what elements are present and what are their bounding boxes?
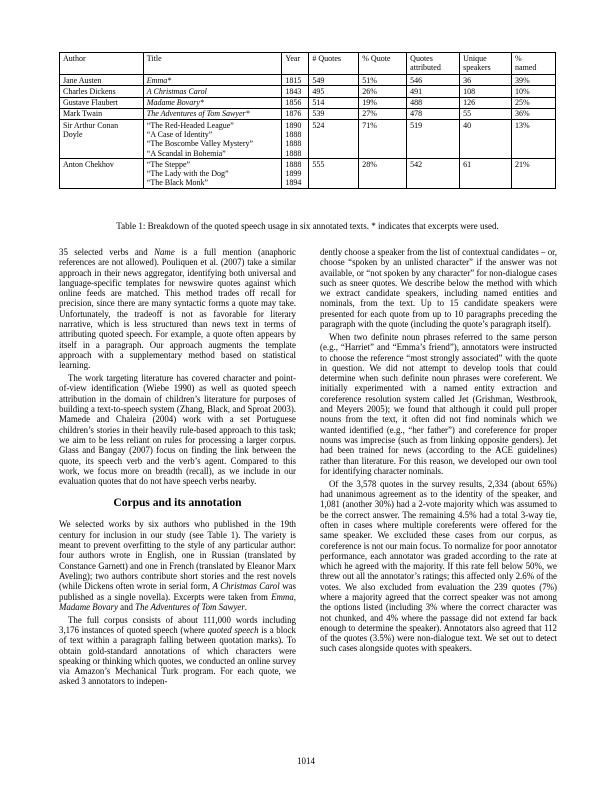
cell-pct-named: 25%	[512, 97, 556, 108]
right-column	[320, 247, 557, 656]
cell-title: The Adventures of Tom Sawyer*	[143, 108, 282, 119]
header-pct-named: % named	[512, 53, 556, 75]
cell-unique-speakers: 108	[460, 86, 512, 97]
cell-quotes-attributed: 478	[407, 108, 460, 119]
cell-num-quotes: 495	[309, 86, 359, 97]
cell-year: 1815	[282, 75, 309, 86]
cell-pct-named: 13%	[512, 120, 556, 159]
annotation-paragraph-2: When two definite noun phrases referred to the same person (e.g., “Harriet” and “Emma’s friend”), annotators were instructed to choose the reference “most strongly associated” with the quote in question. We did not attempt to develop tools that could determine when such definite noun phrases were coreferent. We initially experimented with a named entity extraction and coreference resolution system called Jet (Grishman, Westbrook, and Meyers 2005); we found that although it could pull proper nouns from the text, it often did not find nominals which we wanted identified (e.g., “her father”) and coreference for proper nouns was imprecise (such as from linking opposite genders). Jet had been trained for news (according to the ACE guidelines) rather than literature. For this reason, we developed our own tool for identifying character nominals.	[320, 331, 557, 476]
header-author: Author	[60, 53, 144, 75]
cell-num-quotes: 555	[309, 159, 359, 189]
table-row	[60, 75, 556, 86]
cell-quotes-attributed: 546	[407, 75, 460, 86]
header-quotes-attributed: Quotes attributed	[407, 53, 460, 75]
cell-quotes-attributed: 542	[407, 159, 460, 189]
cell-pct-named: 21%	[512, 159, 556, 189]
cell-unique-speakers: 55	[460, 108, 512, 119]
cell-pct-quote: 51%	[359, 75, 407, 86]
cell-pct-quote: 26%	[359, 86, 407, 97]
table-caption: Table 1: Breakdown of the quoted speech usage in six annotated texts. * indicates that excerpts were used.	[116, 221, 499, 231]
cell-unique-speakers: 40	[460, 120, 512, 159]
cell-quotes-attributed: 519	[407, 120, 460, 159]
annotation-paragraph-3: Of the 3,578 quotes in the survey results, 2,334 (about 65%) had unanimous agreement as to the identity of the speaker, and 1,081 (another 30%) had a 2-vote majority which was assumed to be the correct answer. The remaining 4.5% had a total 3-way tie, often in cases where multiple coreferents were offered for the same speaker. We excluded these cases from our corpus, as coreference is not our main focus. To normalize for poor annotator performance, each annotator was graded according to the rate at which he agreed with the majority. If this rate fell below 50%, we threw out all the annotator’s ratings; this affected only 2.6% of the votes. We also excluded from evaluation the 239 quotes (7%) where a majority agreed that the correct speaker was not among the options listed (including 3% where the correct character was not chunked, and 4% where the passage did not extend far back enough to determine the speaker). Annotators also agreed that 112 of the quotes (3.5%) were non-dialogue text. We set out to detect such cases alongside quotes with speakers.	[320, 478, 557, 654]
cell-quotes-attributed: 488	[407, 97, 460, 108]
section-heading: Corpus and its annotation	[113, 497, 242, 510]
header-unique-speakers: Unique speakers	[460, 53, 512, 75]
cell-year: 1888 1899 1894	[282, 159, 309, 189]
header-year: Year	[282, 53, 309, 75]
cell-unique-speakers: 61	[460, 159, 512, 189]
cell-title: “The Red-Headed League” “A Case of Identity” “The Boscombe Valley Mystery” “A Scandal in Bohemia”	[143, 120, 282, 159]
corpus-paragraph-2: The full corpus consists of about 111,000 words including 3,176 instances of quoted speech (where quoted speech is a block of text within a paragraph falling between quotation marks). To obtain gold-standard annotations of which characters were speaking or thinking which quotes, we conducted an online survey via Amazon’s Mechanical Turk program. For each quote, we asked 3 annotators to indepen-	[59, 614, 296, 687]
table-row	[60, 159, 556, 189]
quote-breakdown-table	[59, 52, 556, 189]
table-row	[60, 120, 556, 159]
table-row	[60, 108, 556, 119]
related-work-paragraph-1: 35 selected verbs and Name is a full mention (anaphoric references are not allowed). Pouliquen et al. (2007) take a similar approach in their news aggregator, identifying both universal and language-specific templates for newswire quotes against which online feeds are matched. This method trades off recall for precision, since there are many syntactic forms a quote may take. Unfortunately, the tradeoff is not as favorable for literary narrative, which is less structured than news text in terms of attributing quoted speech. For example, a quote often appears by itself in a paragraph. Our approach augments the template approach with a supplementary method based on statistical learning.	[59, 247, 296, 371]
header-pct-quote: % Quote	[359, 53, 407, 75]
cell-pct-quote: 19%	[359, 97, 407, 108]
cell-num-quotes: 539	[309, 108, 359, 119]
header-num-quotes: # Quotes	[309, 53, 359, 75]
cell-year: 1856	[282, 97, 309, 108]
corpus-paragraph-1: We selected works by six authors who published in the 19th century for inclusion in our study (see Table 1). The variety is meant to prevent overfitting to the style of any particular author: four authors wrote in English, one in Russian (translated by Constance Garnett) and one in French (translated by Eleanor Marx Aveling); two authors contribute short stories and the rest novels (while Dickens often wrote in serial form, A Christmas Carol was published as a single novella). Excerpts were taken from Emma, Madame Bovary and The Adventures of Tom Sawyer.	[59, 519, 296, 612]
cell-pct-named: 36%	[512, 108, 556, 119]
header-title: Title	[143, 53, 282, 75]
cell-pct-quote: 28%	[359, 159, 407, 189]
cell-pct-quote: 27%	[359, 108, 407, 119]
cell-title: Emma*	[143, 75, 282, 86]
cell-pct-named: 10%	[512, 86, 556, 97]
cell-num-quotes: 549	[309, 75, 359, 86]
left-column	[59, 247, 296, 689]
cell-num-quotes: 524	[309, 120, 359, 159]
cell-author: Sir Arthur Conan Doyle	[60, 120, 144, 159]
annotation-paragraph-1: dently choose a speaker from the list of contextual candidates – or, choose “spoken by an unlisted character” if the answer was not available, or “not spoken by any character” for non-dialogue cases such as sneer quotes. We describe below the method with which we extract candidate speakers, including named entities and nominals, from the text. Up to 15 candidate speakers were presented for each quote from up to 10 paragraphs preceding the paragraph with the quote (including the quote’s paragraph itself).	[320, 247, 557, 330]
cell-pct-named: 39%	[512, 75, 556, 86]
table-body	[60, 75, 556, 189]
cell-title: A Christmas Carol	[143, 86, 282, 97]
cell-title: “The Steppe” “The Lady with the Dog” “The Black Monk”	[143, 159, 282, 189]
cell-quotes-attributed: 491	[407, 86, 460, 97]
cell-unique-speakers: 126	[460, 97, 512, 108]
related-work-paragraph-2: The work targeting literature has covered character and point-of-view identification (Wiebe 1990) as well as quoted speech attribution in the domain of children’s literature for purposes of building a text-to-speech system (Zhang, Black, and Sproat 2003). Mamede and Chaleira (2004) work with a set Portuguese children’s stories in their heavily rule-based approach to this task; we aim to be less reliant on rules for processing a larger corpus. Glass and Bangay (2007) focus on finding the link between the quote, its speech verb and the verb’s agent. Compared to this work, we focus more on breadth (recall), as we include in our evaluation quotes that do not have speech verbs nearby.	[59, 373, 296, 487]
cell-author: Charles Dickens	[60, 86, 144, 97]
cell-num-quotes: 514	[309, 97, 359, 108]
cell-year: 1843	[282, 86, 309, 97]
cell-pct-quote: 71%	[359, 120, 407, 159]
table-row	[60, 86, 556, 97]
page-number: 1014	[297, 756, 315, 766]
cell-unique-speakers: 36	[460, 75, 512, 86]
cell-author: Anton Chekhov	[60, 159, 144, 189]
cell-year: 1890 1888 1888 1888	[282, 120, 309, 159]
cell-author: Jane Austen	[60, 75, 144, 86]
cell-author: Gustave Flaubert	[60, 97, 144, 108]
cell-author: Mark Twain	[60, 108, 144, 119]
table-row	[60, 97, 556, 108]
cell-year: 1876	[282, 108, 309, 119]
cell-title: Madame Bovary*	[143, 97, 282, 108]
table-header-row	[60, 53, 556, 75]
